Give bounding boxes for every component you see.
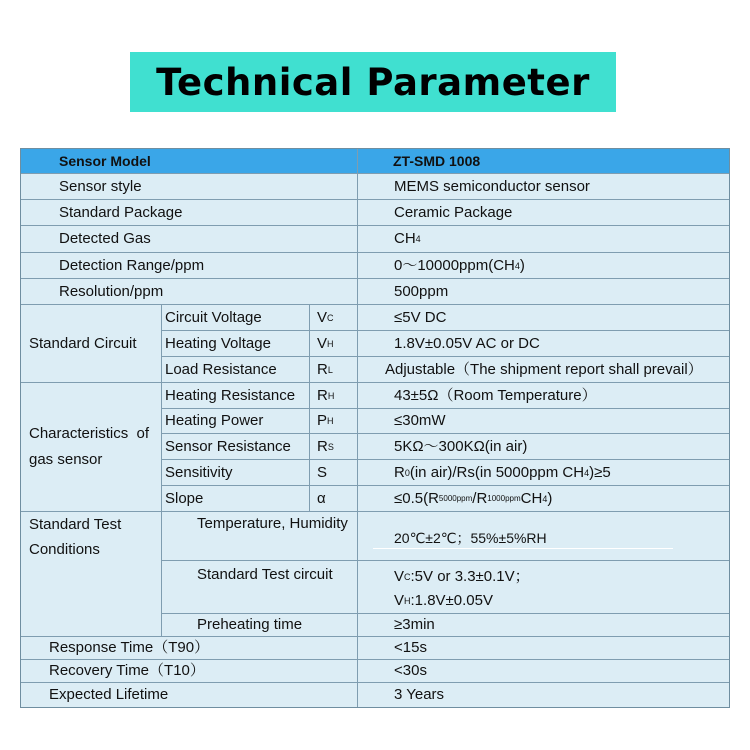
response-time-value: <15s [394,639,427,656]
package-label: Standard Package [59,203,183,221]
detection-range-value: 0～10000ppm(CH 4 ) [394,256,525,274]
heating-resistance-label: Heating Resistance [165,386,296,404]
test-conditions-label [29,512,161,564]
preheating-label: Preheating time [197,616,303,633]
slope-value: ≤0.5(R 5000ppm /R 1000ppm CH 4 ) [394,489,553,507]
heating-resistance-value: 43±5Ω（Room Temperature） [394,386,597,404]
page-title: Technical Parameter [156,60,590,104]
slope-label: Slope [165,489,204,507]
lifetime-label: Expected Lifetime [49,685,169,703]
sensor-resistance-label: Sensor Resistance [165,437,291,455]
circuit-voltage-label: Circuit Voltage [165,308,262,326]
header-sensor-model: Sensor Model [59,153,151,169]
slope-symbol: α [317,489,326,507]
heating-power-label: Heating Power [165,412,264,429]
header-model-value: ZT-SMD 1008 [393,153,481,169]
resolution-label: Resolution/ppm [59,282,164,300]
load-resistance-label: Load Resistance [165,360,277,378]
detected-gas-value: CH 4 [394,230,421,247]
test-circuit-label: Standard Test circuit [197,566,333,583]
heating-voltage-value: 1.8V±0.05V AC or DC [394,334,540,352]
temp-humidity-underline [373,548,673,549]
circuit-voltage-symbol: V C [317,308,334,326]
sensitivity-symbol: S [317,463,328,481]
characteristics-label [29,383,161,511]
parameter-table [20,148,730,708]
load-resistance-symbol: R L [317,360,333,378]
sensor-resistance-symbol: R S [317,437,334,455]
lifetime-value: 3 Years [394,685,445,703]
test-conditions-label-line1: Standard Test [29,516,122,533]
sensor-resistance-value: 5KΩ～300KΩ(in air) [394,437,528,455]
preheating-value: ≥3min [394,616,435,633]
heating-resistance-symbol: R H [317,386,335,404]
response-time-label: Response Time（T90） [49,639,210,656]
sensitivity-value: R 0 (in air)/Rs(in 5000ppm CH 4 )≥5 [394,463,611,481]
characteristics-label-line1: Characteristics of [29,425,150,442]
heating-voltage-label: Heating Voltage [165,334,271,352]
title-banner [130,52,616,112]
temp-humidity-label: Temperature, Humidity [197,515,348,532]
package-value: Ceramic Package [394,203,513,221]
temp-humidity-value: 20℃±2℃；55%±5%RH [394,530,547,546]
sensor-style-value: MEMS semiconductor sensor [394,177,590,195]
recovery-time-label: Recovery Time（T10） [49,662,205,679]
test-circuit-line1: V C :5V or 3.3±0.1V； [394,568,530,585]
load-resistance-value: Adjustable（The shipment report shall prevail） [385,360,703,378]
heating-power-symbol: P H [317,412,334,429]
detection-range-label: Detection Range/ppm [59,256,205,274]
heating-voltage-symbol: V H [317,334,334,352]
sensor-style-label: Sensor style [59,177,142,195]
test-circuit-line2: V H :1.8V±0.05V [394,592,493,609]
standard-circuit-label: Standard Circuit [29,334,137,352]
heating-power-value: ≤30mW [394,412,446,429]
resolution-value: 500ppm [394,282,449,300]
sensitivity-label: Sensitivity [165,463,233,481]
detected-gas-label: Detected Gas [59,230,151,247]
characteristics-label-line2: gas sensor [29,451,103,468]
circuit-voltage-value: ≤5V DC [394,308,447,326]
test-conditions-label-line2: Conditions [29,541,100,558]
recovery-time-value: <30s [394,662,427,679]
